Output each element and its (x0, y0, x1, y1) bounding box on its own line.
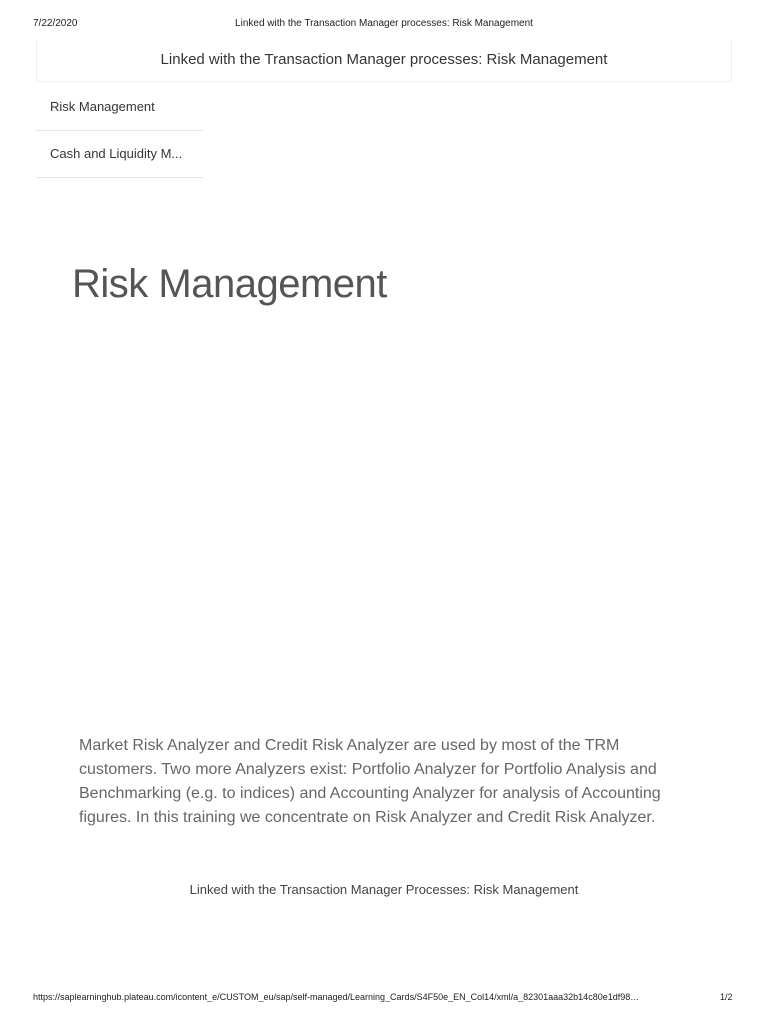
print-date: 7/22/2020 (33, 18, 78, 29)
print-page-number: 1/2 (720, 992, 733, 1002)
page-header-title: Linked with the Transaction Manager processes: Risk Management (160, 51, 608, 68)
print-title: Linked with the Transaction Manager processes: Risk Management (235, 18, 533, 29)
print-url: https://saplearninghub.plateau.com/icontent_e/CUSTOM_eu/sap/self-managed/Learning_Cards/S4F50e_EN_Col14/xml/a_82301aaa32b14c80e1df98… (33, 992, 640, 1002)
section-nav (36, 84, 203, 178)
nav-item-label: Cash and Liquidity M... (50, 146, 183, 161)
page-header (36, 40, 732, 82)
nav-item-cash-and-liquidity[interactable] (36, 131, 203, 178)
nav-item-risk-management[interactable] (36, 84, 203, 131)
print-footer (0, 992, 768, 1006)
figure-caption: Linked with the Transaction Manager Processes: Risk Management (189, 882, 579, 897)
page-heading: Risk Management (72, 262, 387, 306)
print-header (0, 18, 768, 32)
body-paragraph: Market Risk Analyzer and Credit Risk Analyzer are used by most of the TRM customers. Two more Analyzers exist: Portfolio Analyzer for Portfolio Analysis and Benchmarking (e.g. to indices) and Accounting Analyzer for analysis of Accounting figures. In this training we concentrate on Risk Analyzer and Credit Risk Analyzer. (79, 737, 661, 826)
nav-item-label: Risk Management (50, 99, 155, 114)
